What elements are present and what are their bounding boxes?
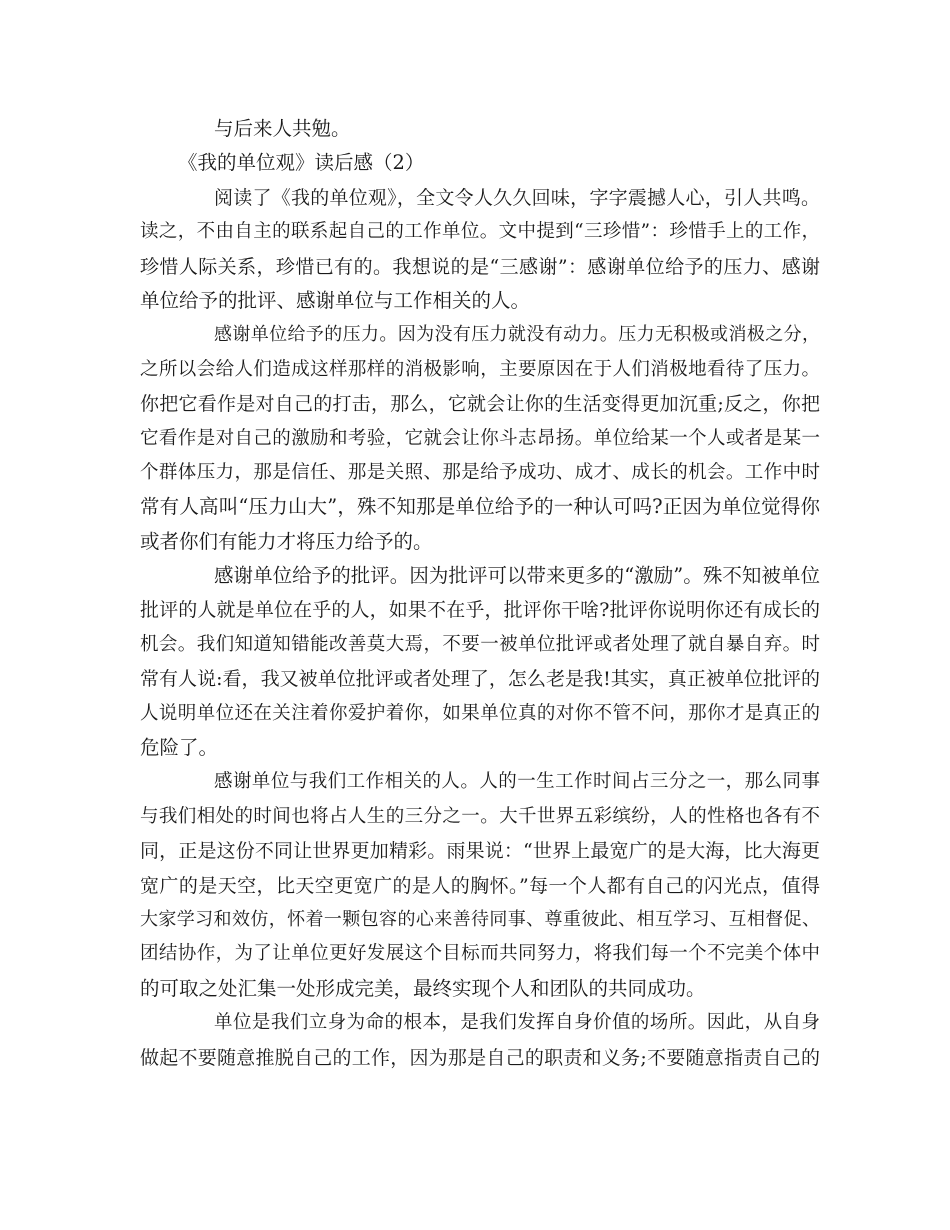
- paragraph-line: 阅读了《我的单位观》，全文令人久久回味，字字震撼人心，引人共鸣。: [214, 186, 820, 209]
- paragraph-line: 感谢单位给予的批评。因为批评可以带来更多的“激励”。殊不知被单位: [214, 564, 820, 588]
- paragraph-line: 常有人高叫“压力山大”，殊不知那是单位给予的一种认可吗?正因为单位觉得你: [140, 495, 820, 519]
- paragraph-line: 珍惜人际关系，珍惜已有的。我想说的是“三感谢”：感谢单位给予的压力、感谢: [140, 255, 820, 278]
- paragraph-line: 做起不要随意推脱自己的工作，因为那是自己的职责和义务;不要随意指责自己的: [140, 1046, 820, 1069]
- paragraph-line: 的可取之处汇集一处形成完美，最终实现个人和团队的共同成功。: [140, 976, 706, 1000]
- paragraph-line: 单位给予的批评、感谢单位与工作相关的人。: [140, 288, 531, 312]
- paragraph-line: 团结协作，为了让单位更好发展这个目标而共同努力，将我们每一个不完美个体中: [140, 943, 820, 965]
- paragraph-line: 单位是我们立身为命的根本，是我们发挥自身价值的场所。因此，从自身: [214, 1012, 820, 1034]
- paragraph-line: 或者你们有能力才将压力给予的。: [140, 529, 433, 553]
- paragraph-line: 宽广的是天空，比天空更宽广的是人的胸怀。”每一个人都有自己的闪光点，值得: [140, 874, 820, 897]
- section-title: 《我的单位观》读后感（2）: [178, 151, 425, 175]
- paragraph-line: 批评的人就是单位在乎的人，如果不在乎，批评你干啥?批评你说明你还有成长的: [140, 599, 820, 622]
- paragraph-line: 机会。我们知道知错能改善莫大焉，不要一被单位批评或者处理了就自暴自弃。时: [140, 633, 820, 655]
- paragraph-line: 感谢单位与我们工作相关的人。人的一生工作时间占三分之一，那么同事: [214, 771, 820, 793]
- paragraph-line: 与我们相处的时间也将占人生的三分之一。大千世界五彩缤纷，人的性格也各有不: [140, 805, 820, 827]
- paragraph-line: 读之，不由自主的联系起自己的工作单位。文中提到“三珍惜”：珍惜手上的工作，: [140, 221, 820, 243]
- paragraph-line: 它看作是对自己的激励和考验，它就会让你斗志昂扬。单位给某一个人或者是某一: [140, 427, 820, 449]
- document-body: [140, 112, 820, 1075]
- paragraph-line: 同，正是这份不同让世界更加精彩。雨果说：“世界上最宽广的是大海，比大海更: [140, 840, 820, 863]
- paragraph-line: 常有人说:看，我又被单位批评或者处理了，怎么老是我!其实，真正被单位批评的: [140, 668, 820, 691]
- paragraph-line: 感谢单位给予的压力。因为没有压力就没有动力。压力无积极或消极之分，: [214, 324, 820, 346]
- paragraph-line: 大家学习和效仿，怀着一颗包容的心来善待同事、尊重彼此、相互学习、互相督促、: [140, 908, 820, 930]
- paragraph-line: 危险了。: [140, 736, 219, 760]
- paragraph-line: 你把它看作是对自己的打击，那么，它就会让你的生活变得更加沉重;反之，你把: [140, 393, 820, 416]
- paragraph-line: 之所以会给人们造成这样那样的消极影响，主要原因在于人们消极地看待了压力。: [140, 358, 820, 380]
- paragraph-line: 人说明单位还在关注着你爱护着你，如果单位真的对你不管不问，那你才是真正的: [140, 702, 820, 724]
- paragraph-line: 个群体压力，那是信任、那是关照、那是给予成功、成才、成长的机会。工作中时: [140, 461, 820, 483]
- paragraph-line: 与后来人共勉。: [214, 117, 351, 140]
